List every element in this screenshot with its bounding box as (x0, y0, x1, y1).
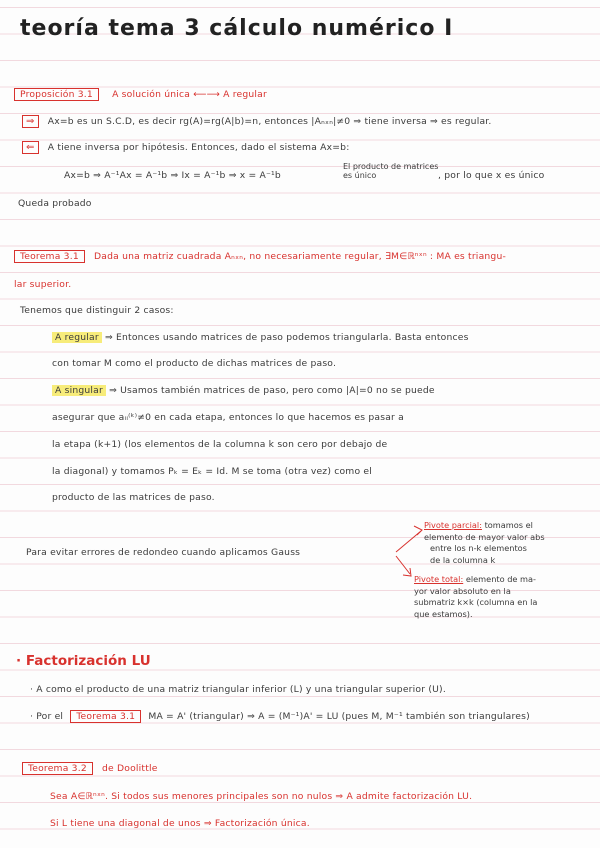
total-pivot-line3: submatriz k×k (columna en la (414, 597, 538, 607)
backward-implication-icon: ⇐ (22, 141, 39, 154)
forward-proof-text: Ax=b es un S.C.D, es decir rg(A)=rg(A|b)=n, entonces |Aₙₓₙ|≠0 ⇒ tiene inversa ⇒ es regular. (47, 116, 492, 127)
lu-bullet-1: · A como el producto de una matriz triangular inferior (L) y una triangular superior (U). (30, 684, 446, 695)
total-pivot-line2: yor valor absoluto en la (414, 585, 511, 596)
lu-bullet-2-prefix: · Por el (30, 711, 64, 722)
total-pivot-label: Pivote total: (414, 574, 464, 584)
total-pivot-line1: elemento de ma- (465, 574, 536, 584)
lu-bullet-2 (30, 711, 530, 722)
arrow-to-total-pivot (396, 556, 410, 574)
partial-pivot-label: Pivote parcial: (424, 520, 482, 530)
cases-intro: Tenemos que distinguir 2 casos: (20, 305, 174, 316)
page-title: teoría tema 3 cálculo numérico I (20, 16, 454, 41)
partial-pivot-line4: de la columna k (430, 554, 496, 565)
regular-case-line2: con tomar M como el producto de dichas matrices de paso. (52, 358, 337, 369)
partial-pivot-line3: entre los n-k elementos (430, 543, 527, 553)
theorem-3-2-label-box: Teorema 3.2 (22, 762, 93, 775)
theorem-3-1-reference: Teorema 3.1 (70, 710, 141, 723)
singular-case-line5: producto de las matrices de paso. (52, 492, 215, 503)
forward-implication-icon: ⇒ (22, 115, 39, 128)
proof-closing: Queda probado (18, 198, 92, 209)
backward-proof-text: A tiene inversa por hipótesis. Entonces, dado el sistema Ax=b: (47, 142, 350, 153)
theorem-3-2-line2: Si L tiene una diagonal de unos ⇒ Factorización única. (50, 818, 310, 829)
singular-case-highlight: A singular (52, 385, 106, 396)
pivoting-intro: Para evitar errores de redondeo cuando aplicamos Gauss (26, 547, 301, 558)
formula-conclusion: , por lo que x es único (438, 170, 545, 181)
arrow-head-partial-icon (414, 526, 422, 535)
regular-case-highlight: A regular (52, 332, 102, 343)
theorem-3-2-line1: Sea A∈ℝⁿˣⁿ. Si todos sus menores principales son no nulos ⇒ A admite factorización LU. (50, 791, 473, 802)
product-note: El producto de matrices es único (343, 162, 439, 180)
partial-pivot-line2: elemento de mayor valor abs (424, 531, 545, 542)
lu-bullet-2-text: MA = A' (triangular) ⇒ A = (M⁻¹)A' = LU (pues M, M⁻¹ también son triangulares) (148, 711, 530, 722)
theorem-3-1-label-box: Teorema 3.1 (14, 250, 85, 263)
regular-case-text: ⇒ Entonces usando matrices de paso podemos triangularla. Basta entonces (104, 332, 469, 343)
theorem-3-2-header (22, 763, 158, 774)
partial-pivot-line1: tomamos el (484, 520, 533, 530)
total-pivot-note (414, 574, 537, 620)
lu-section-heading: · Factorización LU (16, 653, 151, 669)
theorem-3-1-text: Dada una matriz cuadrada Aₙₓₙ, no necesariamente regular, ∃M∈ℝⁿˣⁿ : MA es triangu- (94, 251, 506, 262)
proposition-label-box: Proposición 3.1 (14, 88, 99, 101)
singular-case-line2: asegurar que aᵢᵢ⁽ᵏ⁾≠0 en cada etapa, entonces lo que hacemos es pasar a (52, 412, 404, 423)
theorem-3-1-line2: lar superior. (14, 279, 72, 290)
arrow-head-total-icon (403, 568, 411, 576)
inverse-formula: Ax=b ⇒ A⁻¹Ax = A⁻¹b ⇒ Ix = A⁻¹b ⇒ x = A⁻¹b (64, 170, 281, 181)
theorem-3-2-name: de Doolittle (102, 763, 158, 774)
proposition-statement: A solución única ⟵⟶ A regular (112, 89, 267, 100)
singular-case-line4: la diagonal) y tomamos Pₖ = Eₖ = Id. M se toma (otra vez) como el (52, 466, 373, 477)
partial-pivot-note (424, 520, 545, 566)
singular-case-line3: la etapa (k+1) (los elementos de la columna k son cero por debajo de (52, 439, 388, 450)
total-pivot-line4: que estamos). (414, 608, 473, 619)
singular-case-text: ⇒ Usamos también matrices de paso, pero como |A|=0 no se puede (109, 385, 435, 396)
